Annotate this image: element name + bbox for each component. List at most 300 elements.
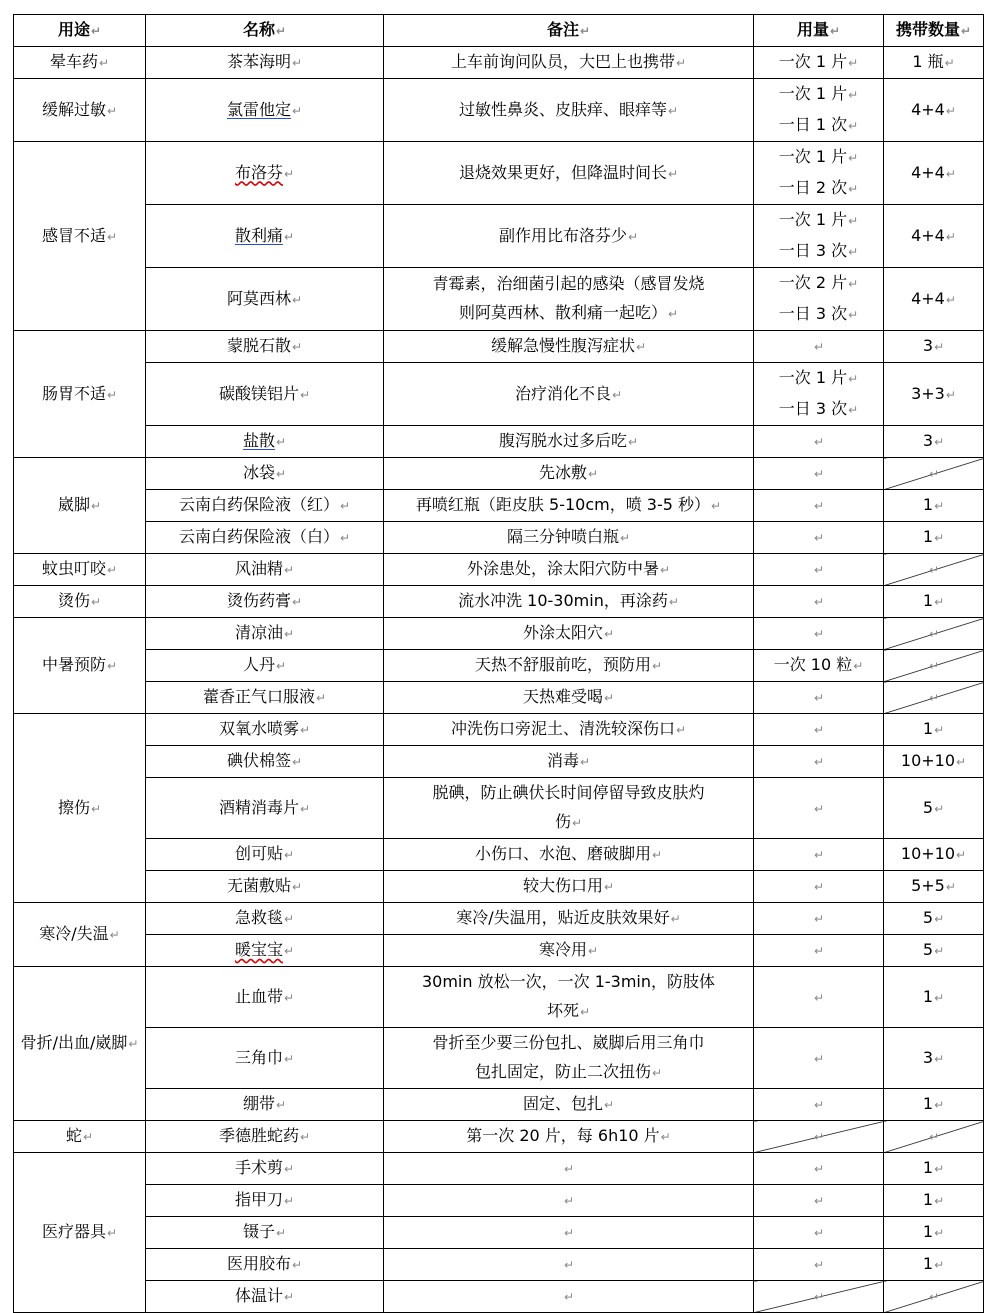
dose-cell <box>754 967 884 1028</box>
paragraph-mark: ↵ <box>587 944 599 958</box>
dose-cell <box>754 142 884 205</box>
qty-cell <box>884 490 984 522</box>
note-text: 寒冷用 <box>538 940 587 959</box>
table-row <box>14 1089 984 1121</box>
use-cell <box>14 554 146 586</box>
paragraph-mark: ↵ <box>291 340 303 354</box>
note-text: 冲洗伤口旁泥土、清洗较深伤口 <box>450 719 675 738</box>
paragraph-mark: ↵ <box>106 387 118 402</box>
paragraph-mark: ↵ <box>90 801 102 816</box>
paragraph-mark: ↵ <box>934 595 945 609</box>
paragraph-mark: ↵ <box>813 499 825 513</box>
table-row <box>14 1153 984 1185</box>
paragraph-mark: ↵ <box>934 1162 945 1176</box>
paragraph-mark: ↵ <box>928 691 940 705</box>
name-text: 指甲刀 <box>234 1190 283 1209</box>
note-line <box>387 1185 750 1216</box>
dose-line <box>757 268 880 299</box>
qty-cell <box>884 618 984 650</box>
paragraph-mark: ↵ <box>813 1258 825 1272</box>
paragraph-mark: ↵ <box>813 1162 825 1176</box>
table-row <box>14 714 984 746</box>
paragraph-mark: ↵ <box>813 627 825 641</box>
paragraph-mark: ↵ <box>934 723 945 737</box>
table-row <box>14 967 984 1028</box>
dose-cell <box>754 1185 884 1217</box>
qty-text: 3 <box>922 1047 934 1067</box>
dose-line <box>757 173 880 204</box>
table-row <box>14 935 984 967</box>
name-cell <box>146 363 384 426</box>
dose-line <box>757 110 880 141</box>
paragraph-mark: ↵ <box>813 1194 825 1208</box>
table-row <box>14 47 984 79</box>
qty-cell <box>884 714 984 746</box>
paragraph-mark: ↵ <box>275 659 287 673</box>
use-cell <box>14 458 146 554</box>
use-text: 崴脚 <box>57 495 90 514</box>
paragraph-mark: ↵ <box>283 166 295 181</box>
name-cell <box>146 778 384 839</box>
table-row <box>14 331 984 363</box>
paragraph-mark: ↵ <box>813 1098 825 1112</box>
name-text: 烫伤药膏 <box>226 591 291 610</box>
table-row <box>14 650 984 682</box>
name-cell <box>146 205 384 268</box>
qty-cell <box>884 205 984 268</box>
note-text: 流水冲洗 10-30min，再涂药 <box>458 591 668 610</box>
name-cell <box>146 618 384 650</box>
name-text: 暖宝宝 <box>234 940 283 959</box>
name-text: 创可贴 <box>234 844 283 863</box>
dose-line <box>757 490 880 521</box>
name-text: 冰袋 <box>242 463 275 482</box>
name-text: 布洛芬 <box>234 162 283 182</box>
paragraph-mark: ↵ <box>934 1258 945 1272</box>
dose-line <box>757 982 880 1013</box>
paragraph-mark: ↵ <box>283 563 295 577</box>
dose-cell <box>754 268 884 331</box>
paragraph-mark: ↵ <box>813 595 825 609</box>
qty-cell <box>884 935 984 967</box>
note-cell <box>384 1153 754 1185</box>
paragraph-mark: ↵ <box>813 563 825 577</box>
paragraph-mark: ↵ <box>668 595 679 609</box>
paragraph-mark: ↵ <box>945 880 956 894</box>
paragraph-mark: ↵ <box>291 1258 303 1272</box>
note-text: 治疗消化不良 <box>514 383 611 403</box>
note-cell <box>384 47 754 79</box>
qty-cell <box>884 1028 984 1089</box>
dose-cell <box>754 458 884 490</box>
use-cell <box>14 142 146 331</box>
note-line <box>387 379 750 410</box>
name-cell <box>146 554 384 586</box>
dose-text: 一日 1 次 <box>778 115 848 134</box>
note-cell <box>384 79 754 142</box>
qty-cell <box>884 1281 984 1313</box>
paragraph-mark: ↵ <box>283 944 295 958</box>
paragraph-mark: ↵ <box>283 1194 295 1208</box>
paragraph-mark: ↵ <box>853 659 864 673</box>
paragraph-mark: ↵ <box>106 103 118 118</box>
table-row <box>14 746 984 778</box>
dose-cell <box>754 778 884 839</box>
use-text: 感冒不适 <box>41 225 106 245</box>
paragraph-mark: ↵ <box>571 816 583 830</box>
paragraph-mark: ↵ <box>945 229 956 244</box>
paragraph-mark: ↵ <box>813 1290 825 1304</box>
use-cell <box>14 618 146 714</box>
paragraph-mark: ↵ <box>291 595 303 609</box>
note-line <box>387 650 750 681</box>
note-text: 第一次 20 片，每 6h10 片 <box>466 1126 660 1145</box>
paragraph-mark: ↵ <box>813 691 825 705</box>
dose-text: 一次 1 片 <box>778 368 848 387</box>
qty-text: 1 <box>922 1222 934 1241</box>
note-line <box>387 331 750 362</box>
dose-cell <box>754 47 884 79</box>
paragraph-mark: ↵ <box>934 1098 945 1112</box>
dose-cell <box>754 935 884 967</box>
name-cell <box>146 1121 384 1153</box>
paragraph-mark: ↵ <box>848 56 859 70</box>
note-text: 过敏性鼻炎、皮肤痒、眼痒等 <box>458 99 667 119</box>
use-text: 缓解过敏 <box>41 99 106 119</box>
name-text: 体温计 <box>234 1286 283 1305</box>
dose-cell <box>754 1121 884 1153</box>
dose-line <box>757 299 880 330</box>
note-line <box>387 935 750 966</box>
name-cell <box>146 839 384 871</box>
dose-cell <box>754 1153 884 1185</box>
paragraph-mark: ↵ <box>928 1290 940 1304</box>
name-text: 人丹 <box>242 655 275 674</box>
paragraph-mark: ↵ <box>945 166 956 181</box>
use-text: 蛇 <box>65 1126 82 1145</box>
dose-line <box>757 586 880 617</box>
note-cell <box>384 1185 754 1217</box>
dose-text: 一次 10 粒 <box>773 655 853 674</box>
paragraph-mark: ↵ <box>563 1258 575 1272</box>
dose-cell <box>754 586 884 618</box>
note-text: 腹泻脱水过多后吃 <box>498 431 627 450</box>
paragraph-mark: ↵ <box>813 1130 825 1144</box>
paragraph-mark: ↵ <box>603 691 615 705</box>
dose-cell <box>754 426 884 458</box>
note-text: 天热不舒服前吃，预防用 <box>474 655 651 674</box>
dose-line <box>757 1089 880 1120</box>
qty-cell <box>884 1121 984 1153</box>
qty-text: 5 <box>922 908 934 927</box>
qty-cell <box>884 79 984 142</box>
name-cell <box>146 871 384 903</box>
use-cell <box>14 1121 146 1153</box>
dose-text: 一日 3 次 <box>778 241 848 260</box>
dose-line <box>757 426 880 457</box>
paragraph-mark: ↵ <box>667 307 679 321</box>
qty-text: 1 瓶 <box>912 52 944 71</box>
use-text: 蚊虫叮咬 <box>41 559 106 578</box>
name-text: 绷带 <box>242 1094 275 1113</box>
name-cell <box>146 935 384 967</box>
paragraph-mark: ↵ <box>934 801 945 816</box>
paragraph-mark: ↵ <box>848 277 859 291</box>
note-text: 副作用比布洛芬少 <box>498 225 627 245</box>
note-text: 青霉素，治细菌引起的感染（感冒发烧 <box>432 274 705 293</box>
note-text: 脱碘，防止碘伏长时间停留导致皮肤灼 <box>432 783 705 802</box>
name-text: 氯雷他定 <box>226 99 291 119</box>
note-text: 再喷红瓶（距皮肤 5-10cm，喷 3-5 秒） <box>415 495 711 514</box>
paragraph-mark: ↵ <box>563 1162 575 1176</box>
paragraph-mark: ↵ <box>90 595 102 609</box>
qty-text: 10+10 <box>900 844 956 863</box>
qty-cell <box>884 1185 984 1217</box>
name-text: 蒙脱石散 <box>226 336 291 355</box>
note-cell <box>384 1249 754 1281</box>
name-cell <box>146 47 384 79</box>
name-text: 云南白药保险液（白） <box>178 527 339 546</box>
use-cell <box>14 586 146 618</box>
table-row <box>14 903 984 935</box>
note-cell <box>384 967 754 1028</box>
note-line <box>387 682 750 713</box>
note-text: 缓解急慢性腹泻症状 <box>490 336 635 355</box>
paragraph-mark: ↵ <box>98 56 110 70</box>
paragraph-mark: ↵ <box>299 387 311 402</box>
paragraph-mark: ↵ <box>813 467 825 481</box>
note-cell <box>384 903 754 935</box>
name-cell <box>146 522 384 554</box>
paragraph-mark: ↵ <box>106 563 118 577</box>
paragraph-mark: ↵ <box>934 990 945 1005</box>
qty-cell <box>884 778 984 839</box>
paragraph-mark: ↵ <box>275 1098 287 1112</box>
paragraph-mark: ↵ <box>813 801 825 816</box>
qty-text: 1 <box>922 1094 934 1113</box>
paragraph-mark: ↵ <box>813 912 825 926</box>
note-cell <box>384 554 754 586</box>
dose-line <box>757 714 880 745</box>
note-text: 退烧效果更好，但降温时间长 <box>458 162 667 182</box>
use-cell <box>14 714 146 903</box>
paragraph-mark: ↵ <box>934 1051 945 1066</box>
note-line <box>387 871 750 902</box>
use-cell <box>14 1153 146 1313</box>
dose-line <box>757 618 880 649</box>
name-cell <box>146 426 384 458</box>
qty-text: 1 <box>922 1158 934 1177</box>
dose-cell <box>754 1217 884 1249</box>
table-row <box>14 458 984 490</box>
qty-cell <box>884 1089 984 1121</box>
note-cell <box>384 458 754 490</box>
dose-cell <box>754 871 884 903</box>
table-row <box>14 778 984 839</box>
note-line <box>387 554 750 585</box>
paragraph-mark: ↵ <box>928 467 940 481</box>
note-line <box>387 778 750 807</box>
paragraph-mark: ↵ <box>563 1290 575 1304</box>
table-row <box>14 268 984 331</box>
paragraph-mark: ↵ <box>315 691 327 705</box>
qty-text: 5+5 <box>911 876 945 895</box>
dose-cell <box>754 714 884 746</box>
dose-line <box>757 79 880 110</box>
note-line <box>387 426 750 457</box>
use-text: 肠胃不适 <box>41 383 106 403</box>
dose-line <box>757 1281 880 1312</box>
dose-line <box>757 1043 880 1074</box>
qty-text: 3 <box>922 431 934 450</box>
paragraph-mark: ↵ <box>848 372 859 386</box>
paragraph-mark: ↵ <box>934 1194 945 1208</box>
dose-line <box>757 554 880 585</box>
note-line <box>387 1121 750 1152</box>
name-text: 碳酸镁铝片 <box>218 383 299 403</box>
qty-cell <box>884 426 984 458</box>
qty-text: 1 <box>922 591 934 610</box>
note-line <box>387 95 750 126</box>
name-text: 阿莫西林 <box>226 288 291 308</box>
name-text: 双氧水喷雾 <box>218 719 299 738</box>
use-text: 擦伤 <box>57 797 90 817</box>
paragraph-mark: ↵ <box>579 755 591 769</box>
table-row <box>14 1217 984 1249</box>
paragraph-mark: ↵ <box>283 990 295 1005</box>
dose-line <box>757 331 880 362</box>
qty-cell <box>884 331 984 363</box>
use-text: 中暑预防 <box>41 655 106 674</box>
name-text: 云南白药保险液（红） <box>178 495 339 514</box>
paragraph-mark: ↵ <box>670 912 681 926</box>
paragraph-mark: ↵ <box>275 467 287 481</box>
use-cell <box>14 903 146 967</box>
note-cell <box>384 682 754 714</box>
note-line <box>387 522 750 553</box>
paragraph-mark: ↵ <box>283 848 295 862</box>
note-cell <box>384 205 754 268</box>
paragraph-mark: ↵ <box>291 755 303 769</box>
use-cell <box>14 47 146 79</box>
name-text: 茶苯海明 <box>226 52 291 71</box>
paragraph-mark: ↵ <box>651 1066 663 1080</box>
qty-cell <box>884 586 984 618</box>
dose-line <box>757 205 880 236</box>
name-cell <box>146 746 384 778</box>
paragraph-mark: ↵ <box>579 1005 591 1019</box>
dose-text: 一次 1 片 <box>778 52 848 71</box>
paragraph-mark: ↵ <box>603 880 615 894</box>
qty-text: 4+4 <box>911 288 945 308</box>
paragraph-mark: ↵ <box>291 292 303 307</box>
paragraph-mark: ↵ <box>283 1290 295 1304</box>
name-text: 散利痛 <box>234 225 283 245</box>
table-row <box>14 839 984 871</box>
use-cell <box>14 967 146 1121</box>
qty-cell <box>884 746 984 778</box>
qty-cell <box>884 142 984 205</box>
paragraph-mark: ↵ <box>587 467 599 481</box>
paragraph-mark: ↵ <box>299 1130 311 1144</box>
note-text: 寒冷/失温用，贴近皮肤效果好 <box>456 908 670 927</box>
table-row <box>14 1281 984 1313</box>
paragraph-mark: ↵ <box>635 340 647 354</box>
qty-cell <box>884 554 984 586</box>
qty-cell <box>884 967 984 1028</box>
dose-cell <box>754 1028 884 1089</box>
use-cell <box>14 331 146 458</box>
paragraph-mark: ↵ <box>667 103 679 118</box>
dose-line <box>757 1249 880 1280</box>
name-cell <box>146 967 384 1028</box>
paragraph-mark: ↵ <box>813 1226 825 1240</box>
name-cell <box>146 650 384 682</box>
dose-cell <box>754 522 884 554</box>
qty-cell <box>884 839 984 871</box>
paragraph-mark: ↵ <box>109 928 120 942</box>
dose-line <box>757 363 880 394</box>
dose-line <box>757 650 880 681</box>
dose-line <box>757 1153 880 1184</box>
qty-text: 5 <box>922 797 934 817</box>
paragraph-mark: ↵ <box>128 1037 139 1051</box>
paragraph-mark: ↵ <box>945 103 956 118</box>
dose-cell <box>754 650 884 682</box>
name-cell <box>146 1185 384 1217</box>
name-cell <box>146 714 384 746</box>
paragraph-mark: ↵ <box>667 166 679 181</box>
paragraph-mark: ↵ <box>956 848 967 862</box>
name-cell <box>146 903 384 935</box>
table-row <box>14 522 984 554</box>
qty-text: 1 <box>922 527 934 546</box>
use-text: 晕车药 <box>49 52 98 71</box>
note-line <box>387 269 750 298</box>
note-text: 坏死 <box>546 1001 579 1020</box>
paragraph-mark: ↵ <box>675 723 687 737</box>
note-text: 小伤口、水泡、磨破脚用 <box>474 844 651 863</box>
paragraph-mark: ↵ <box>563 1226 575 1240</box>
table-row <box>14 871 984 903</box>
name-cell <box>146 1028 384 1089</box>
name-cell <box>146 1153 384 1185</box>
dose-line <box>757 682 880 713</box>
dose-line <box>757 871 880 902</box>
dose-cell <box>754 746 884 778</box>
note-text: 较大伤口用 <box>522 876 603 895</box>
note-cell <box>384 1028 754 1089</box>
paragraph-mark: ↵ <box>848 119 859 133</box>
paragraph-mark: ↵ <box>627 435 639 449</box>
dose-cell <box>754 1089 884 1121</box>
qty-cell <box>884 47 984 79</box>
name-cell <box>146 79 384 142</box>
header-qty: 携带数量↵ <box>884 15 984 47</box>
qty-cell <box>884 1249 984 1281</box>
dose-cell <box>754 554 884 586</box>
note-cell <box>384 839 754 871</box>
dose-cell <box>754 839 884 871</box>
name-cell <box>146 142 384 205</box>
paragraph-mark: ↵ <box>848 88 859 102</box>
table-row <box>14 682 984 714</box>
qty-text: 5 <box>922 940 934 959</box>
note-line <box>387 1028 750 1057</box>
paragraph-mark: ↵ <box>848 214 859 228</box>
qty-text: 4+4 <box>911 99 945 119</box>
dose-cell <box>754 1281 884 1313</box>
